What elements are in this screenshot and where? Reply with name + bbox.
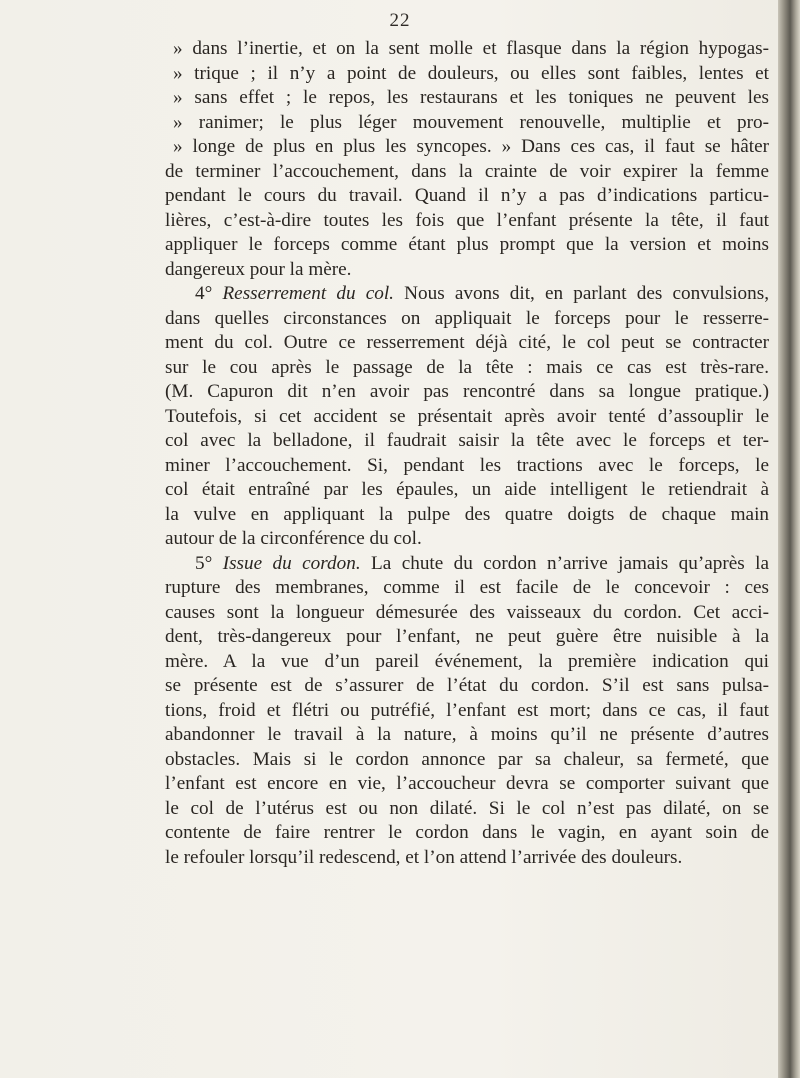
text-line: col était entraîné par les épaules, un aide intelligent le retiendrait à <box>165 479 769 500</box>
text-line: tions, froid et flétri ou putréfié, l’enfant est mort; dans ce cas, il faut <box>165 699 769 721</box>
text-line: » ranimer; le plus léger mouvement renouvelle, multiplie et pro- <box>173 111 769 133</box>
text-line: contente de faire rentrer le cordon dans le vagin, en ayant soin de <box>165 822 769 843</box>
text-line: miner l’accouchement. Si, pendant les tractions avec le forceps, le <box>165 454 769 476</box>
page-number: 22 <box>389 10 411 31</box>
line-text: La chute du cordon n’arrive jamais qu’après la <box>360 552 769 574</box>
section-number: 4° <box>195 283 223 304</box>
text-line: rupture des membranes, comme il est facile de le concevoir : ces <box>165 577 769 598</box>
text-line: dans quelles circonstances on appliquait le forceps pour le resserre- <box>165 307 769 329</box>
text-line: abandonner le travail à la nature, à moins qu’il ne présente d’autres <box>165 724 769 745</box>
text-line: obstacles. Mais si le cordon annonce par sa chaleur, sa fermeté, que <box>165 748 769 770</box>
text-line: de terminer l’accouchement, dans la crainte de voir expirer la femme <box>165 160 769 182</box>
section-heading: Resserrement du col. <box>222 283 394 304</box>
text-line: l’enfant est encore en vie, l’accoucheur devra se comporter suivant que <box>165 773 769 794</box>
text-line: autour de la circonférence du col. <box>165 528 422 549</box>
text-line: dangereux pour la mère. <box>165 258 352 280</box>
text-line: se présente est de s’assurer de l’état du cordon. S’il est sans pulsa- <box>165 675 769 696</box>
text-line: lières, c’est-à-dire toutes les fois que l’enfant présente la tête, il faut <box>165 209 769 231</box>
text-line: col avec la belladone, il faudrait saisir la tête avec le forceps et ter- <box>165 430 769 451</box>
binding-edge <box>778 0 800 1078</box>
text-line: ment du col. Outre ce resserrement déjà cité, le col peut se contracter <box>165 332 769 353</box>
text-line: le refouler lorsqu’il redescend, et l’on attend l’arrivée des douleurs. <box>165 846 683 868</box>
text-line: dent, très-dangereux pour l’enfant, ne peut guère être nuisible à la <box>165 626 769 647</box>
section-heading: Issue du cordon. <box>222 552 361 574</box>
text-line: la vulve en appliquant la pulpe des quatre doigts de chaque main <box>165 503 769 525</box>
section-number: 5° <box>195 552 223 574</box>
text-line <box>165 282 769 307</box>
text-line: causes sont la longueur démesurée des vaisseaux du cordon. Cet acci- <box>165 601 769 623</box>
text-line: le col de l’utérus est ou non dilaté. Si le col n’est pas dilaté, on se <box>165 797 769 819</box>
line-text: Nous avons dit, en parlant des convulsions, <box>393 283 769 304</box>
text-line <box>165 552 769 577</box>
text-line: Toutefois, si cet accident se présentait après avoir tenté d’assouplir le <box>165 405 769 427</box>
text-line: » sans effet ; le repos, les restaurans et les toniques ne peuvent les <box>173 87 769 108</box>
text-line: » dans l’inertie, et on la sent molle et flasque dans la région hypogas- <box>173 38 769 59</box>
text-line: appliquer le forceps comme étant plus prompt que la version et moins <box>165 234 769 255</box>
text-line: mère. A la vue d’un pareil événement, la première indication qui <box>165 650 769 672</box>
text-line: sur le cou après le passage de la tête : mais ce cas est très-rare. <box>165 356 769 378</box>
text-line: » trique ; il n’y a point de douleurs, ou elles sont faibles, lentes et <box>173 62 769 84</box>
text-line: » longe de plus en plus les syncopes. » Dans ces cas, il faut se hâter <box>173 136 769 157</box>
text-line: pendant le cours du travail. Quand il n’y a pas d’indications particu- <box>165 185 769 206</box>
text-line: (M. Capuron dit n’en avoir pas rencontré dans sa longue pratique.) <box>165 381 769 402</box>
body-text <box>165 37 769 870</box>
